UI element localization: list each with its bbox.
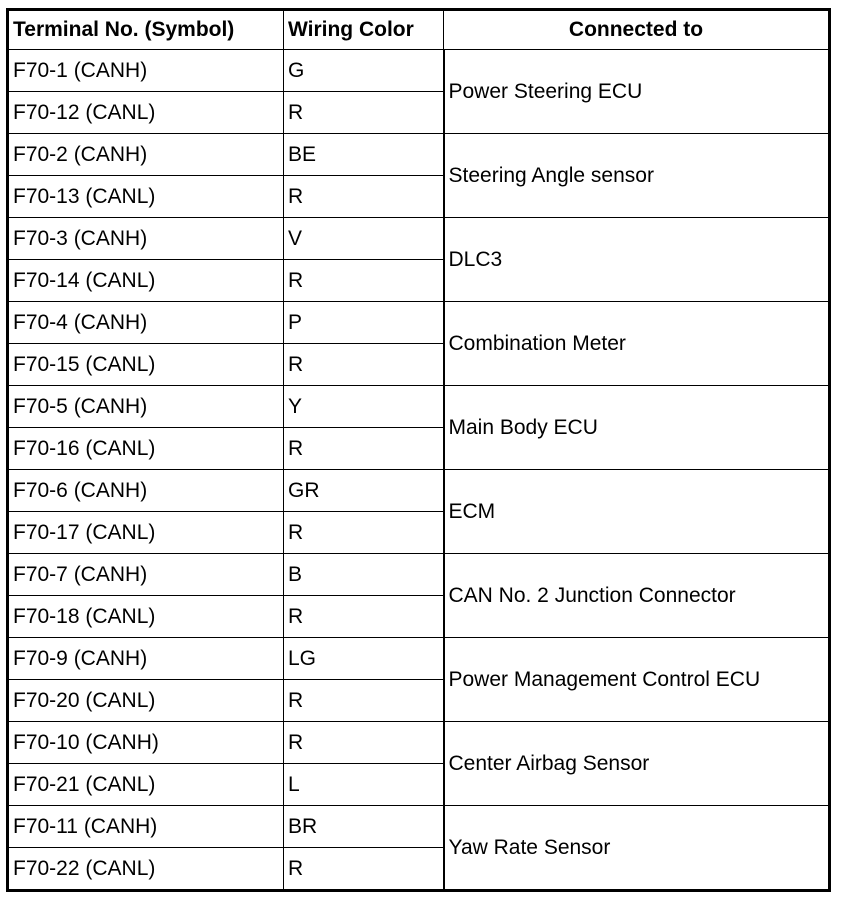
wiring-color-cell: BR xyxy=(284,806,444,848)
connected-to-cell: DLC3 xyxy=(444,218,830,302)
terminal-cell: F70-11 (CANH) xyxy=(8,806,284,848)
terminal-cell: F70-14 (CANL) xyxy=(8,260,284,302)
terminal-cell: F70-18 (CANL) xyxy=(8,596,284,638)
terminal-cell: F70-2 (CANH) xyxy=(8,134,284,176)
connected-to-cell: Yaw Rate Sensor xyxy=(444,806,830,891)
terminal-cell: F70-5 (CANH) xyxy=(8,386,284,428)
wiring-color-cell: L xyxy=(284,764,444,806)
connected-to-cell: Combination Meter xyxy=(444,302,830,386)
wiring-color-cell: R xyxy=(284,92,444,134)
table-row xyxy=(8,218,830,260)
wiring-color-cell: BE xyxy=(284,134,444,176)
connected-to-cell: Steering Angle sensor xyxy=(444,134,830,218)
connected-to-cell: Power Management Control ECU xyxy=(444,638,830,722)
wiring-color-cell: R xyxy=(284,260,444,302)
table-row xyxy=(8,134,830,176)
connected-to-cell: CAN No. 2 Junction Connector xyxy=(444,554,830,638)
table-row xyxy=(8,470,830,512)
table-row xyxy=(8,722,830,764)
wiring-color-cell: R xyxy=(284,512,444,554)
wiring-color-cell: Y xyxy=(284,386,444,428)
wiring-color-cell: G xyxy=(284,50,444,92)
wiring-color-cell: R xyxy=(284,176,444,218)
table-row xyxy=(8,386,830,428)
wiring-color-cell: R xyxy=(284,428,444,470)
terminal-cell: F70-10 (CANH) xyxy=(8,722,284,764)
terminal-cell: F70-4 (CANH) xyxy=(8,302,284,344)
wiring-color-cell: B xyxy=(284,554,444,596)
table-row xyxy=(8,638,830,680)
connected-to-cell: ECM xyxy=(444,470,830,554)
wiring-color-cell: GR xyxy=(284,470,444,512)
terminal-wiring-table xyxy=(6,8,831,892)
terminal-cell: F70-12 (CANL) xyxy=(8,92,284,134)
header-terminal: Terminal No. (Symbol) xyxy=(8,10,284,50)
connected-to-cell: Center Airbag Sensor xyxy=(444,722,830,806)
terminal-cell: F70-1 (CANH) xyxy=(8,50,284,92)
terminal-cell: F70-15 (CANL) xyxy=(8,344,284,386)
wiring-color-cell: R xyxy=(284,722,444,764)
table-row xyxy=(8,302,830,344)
wiring-color-cell: R xyxy=(284,596,444,638)
wiring-color-cell: R xyxy=(284,344,444,386)
terminal-cell: F70-20 (CANL) xyxy=(8,680,284,722)
terminal-cell: F70-9 (CANH) xyxy=(8,638,284,680)
header-wiring-color: Wiring Color xyxy=(284,10,444,50)
terminal-cell: F70-16 (CANL) xyxy=(8,428,284,470)
table-row xyxy=(8,806,830,848)
terminal-cell: F70-21 (CANL) xyxy=(8,764,284,806)
terminal-cell: F70-22 (CANL) xyxy=(8,848,284,891)
connected-to-cell: Power Steering ECU xyxy=(444,50,830,134)
terminal-cell: F70-3 (CANH) xyxy=(8,218,284,260)
header-row xyxy=(8,10,830,50)
table-row xyxy=(8,50,830,92)
terminal-cell: F70-6 (CANH) xyxy=(8,470,284,512)
wiring-color-cell: V xyxy=(284,218,444,260)
connected-to-cell: Main Body ECU xyxy=(444,386,830,470)
terminal-cell: F70-7 (CANH) xyxy=(8,554,284,596)
wiring-color-cell: R xyxy=(284,680,444,722)
terminal-cell: F70-17 (CANL) xyxy=(8,512,284,554)
terminal-cell: F70-13 (CANL) xyxy=(8,176,284,218)
table-row xyxy=(8,554,830,596)
header-connected-to: Connected to xyxy=(444,10,830,50)
wiring-color-cell: R xyxy=(284,848,444,891)
wiring-color-cell: LG xyxy=(284,638,444,680)
wiring-color-cell: P xyxy=(284,302,444,344)
